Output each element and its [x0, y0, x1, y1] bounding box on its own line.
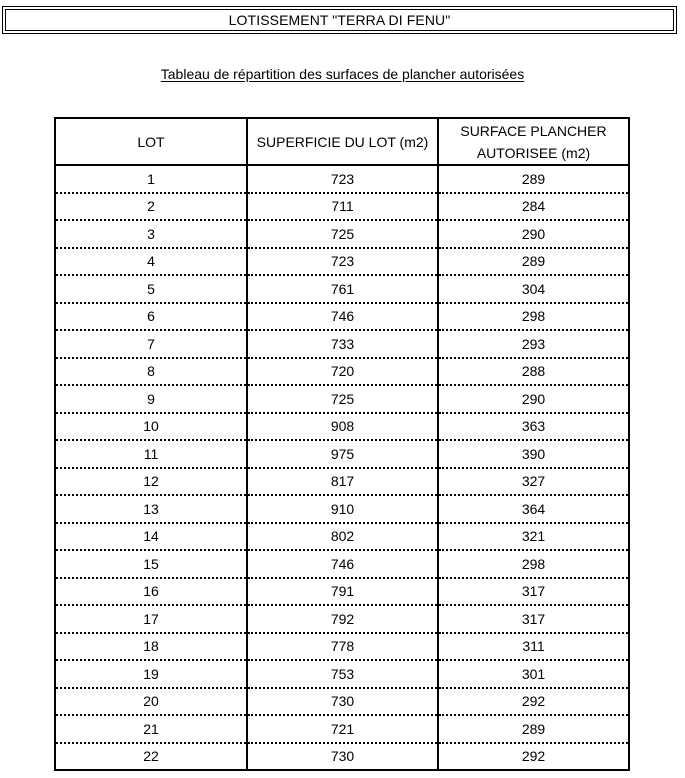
cell-superficie: 711	[247, 193, 438, 221]
table-row	[55, 440, 629, 468]
header-superficie: SUPERFICIE DU LOT (m2)	[247, 118, 438, 165]
cell-surface-plancher: 298	[438, 550, 629, 578]
table-row	[55, 523, 629, 551]
table-caption	[0, 66, 685, 82]
cell-lot: 7	[55, 330, 247, 358]
table-row	[55, 220, 629, 248]
cell-surface-plancher: 284	[438, 193, 629, 221]
header-lot: LOT	[55, 118, 247, 165]
cell-lot: 17	[55, 605, 247, 633]
cell-superficie: 817	[247, 468, 438, 496]
cell-surface-plancher: 390	[438, 440, 629, 468]
table-row	[55, 275, 629, 303]
cell-lot: 21	[55, 715, 247, 743]
cell-lot: 16	[55, 578, 247, 606]
table-caption-text: Tableau de répartition des surfaces de plancher autorisées	[160, 66, 525, 82]
cell-superficie: 720	[247, 358, 438, 386]
table-row	[55, 303, 629, 331]
table-row	[55, 715, 629, 743]
cell-superficie: 761	[247, 275, 438, 303]
document-title: LOTISSEMENT "TERRA DI FENU"	[5, 9, 674, 31]
cell-surface-plancher: 363	[438, 413, 629, 441]
cell-superficie: 910	[247, 495, 438, 523]
cell-surface-plancher: 292	[438, 688, 629, 716]
header-surface-plancher: SURFACE PLANCHER AUTORISEE (m2)	[438, 118, 629, 165]
cell-lot: 15	[55, 550, 247, 578]
cell-surface-plancher: 364	[438, 495, 629, 523]
cell-surface-plancher: 289	[438, 715, 629, 743]
table-body	[55, 165, 629, 770]
cell-superficie: 802	[247, 523, 438, 551]
cell-lot: 22	[55, 743, 247, 771]
cell-superficie: 725	[247, 220, 438, 248]
cell-surface-plancher: 293	[438, 330, 629, 358]
cell-superficie: 908	[247, 413, 438, 441]
cell-lot: 14	[55, 523, 247, 551]
table-row	[55, 633, 629, 661]
cell-lot: 8	[55, 358, 247, 386]
cell-superficie: 792	[247, 605, 438, 633]
cell-lot: 20	[55, 688, 247, 716]
cell-superficie: 975	[247, 440, 438, 468]
cell-superficie: 791	[247, 578, 438, 606]
cell-superficie: 753	[247, 660, 438, 688]
cell-lot: 19	[55, 660, 247, 688]
cell-lot: 6	[55, 303, 247, 331]
table-row	[55, 193, 629, 221]
document-title-box	[2, 6, 677, 34]
cell-lot: 11	[55, 440, 247, 468]
cell-surface-plancher: 301	[438, 660, 629, 688]
table-row	[55, 743, 629, 771]
cell-lot: 12	[55, 468, 247, 496]
cell-lot: 13	[55, 495, 247, 523]
table-row	[55, 413, 629, 441]
cell-surface-plancher: 317	[438, 605, 629, 633]
cell-superficie: 723	[247, 165, 438, 193]
table-row	[55, 688, 629, 716]
cell-superficie: 778	[247, 633, 438, 661]
table-row	[55, 165, 629, 193]
table-row	[55, 550, 629, 578]
table-row	[55, 495, 629, 523]
cell-superficie: 723	[247, 248, 438, 276]
cell-superficie: 721	[247, 715, 438, 743]
table-row	[55, 248, 629, 276]
cell-surface-plancher: 289	[438, 248, 629, 276]
cell-superficie: 730	[247, 743, 438, 771]
cell-surface-plancher: 327	[438, 468, 629, 496]
cell-surface-plancher: 289	[438, 165, 629, 193]
cell-superficie: 730	[247, 688, 438, 716]
table-row	[55, 330, 629, 358]
table-row	[55, 660, 629, 688]
cell-lot: 10	[55, 413, 247, 441]
cell-superficie: 733	[247, 330, 438, 358]
surface-table	[54, 117, 630, 771]
table-header-row	[55, 118, 629, 165]
cell-lot: 4	[55, 248, 247, 276]
cell-surface-plancher: 304	[438, 275, 629, 303]
table-row	[55, 385, 629, 413]
cell-lot: 3	[55, 220, 247, 248]
cell-surface-plancher: 321	[438, 523, 629, 551]
cell-lot: 1	[55, 165, 247, 193]
cell-surface-plancher: 292	[438, 743, 629, 771]
cell-lot: 9	[55, 385, 247, 413]
cell-surface-plancher: 290	[438, 220, 629, 248]
cell-lot: 5	[55, 275, 247, 303]
table-row	[55, 358, 629, 386]
table-row	[55, 605, 629, 633]
cell-surface-plancher: 317	[438, 578, 629, 606]
cell-surface-plancher: 288	[438, 358, 629, 386]
cell-lot: 2	[55, 193, 247, 221]
cell-lot: 18	[55, 633, 247, 661]
table-row	[55, 578, 629, 606]
cell-surface-plancher: 311	[438, 633, 629, 661]
cell-surface-plancher: 290	[438, 385, 629, 413]
cell-superficie: 746	[247, 303, 438, 331]
cell-superficie: 746	[247, 550, 438, 578]
cell-superficie: 725	[247, 385, 438, 413]
table-row	[55, 468, 629, 496]
cell-surface-plancher: 298	[438, 303, 629, 331]
